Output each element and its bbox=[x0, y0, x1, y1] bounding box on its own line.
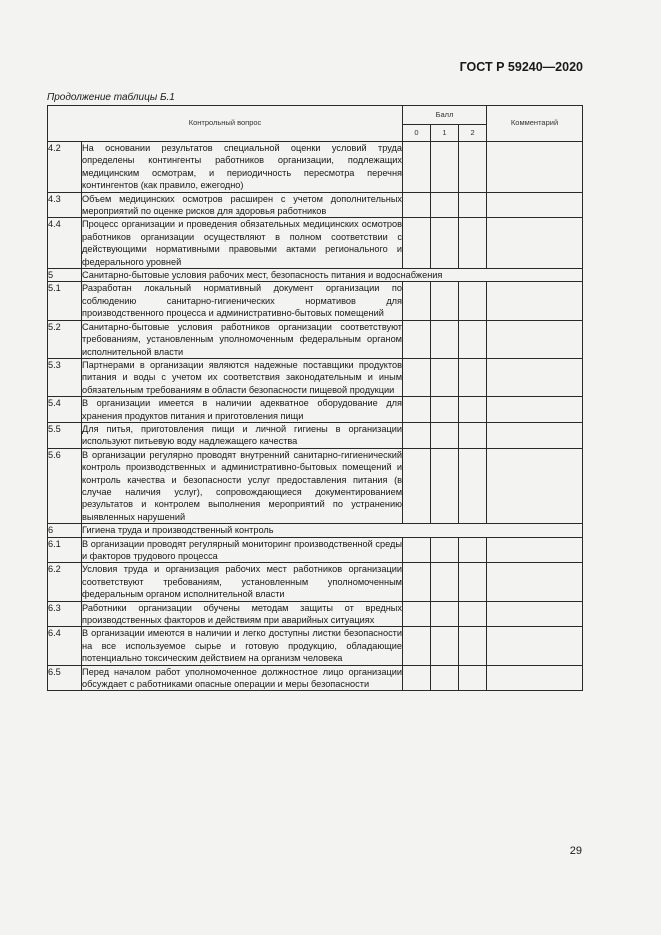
table-row bbox=[48, 627, 583, 665]
question-text: В организации регулярно проводят внутренний санитарно-гигиенический контроль производственных и административно-бытовых помещений и контроль качества и безопасности услуг предоставления питания (в случае наличия услуг), сопровождающиеся документированием результатов и контролем выполнения мероприятий по устранению выявленных нарушений bbox=[82, 449, 403, 522]
question-text: Для питья, приготовления пищи и личной гигиены в организации используют питьевую воду надлежащего качества bbox=[82, 423, 403, 447]
table-row bbox=[48, 422, 583, 448]
score-cell-0[interactable] bbox=[403, 563, 431, 601]
score-cell-2[interactable] bbox=[459, 563, 487, 601]
score-cell-1[interactable] bbox=[431, 422, 459, 448]
question-text: Санитарно-бытовые условия работников организации соответствуют требованиям, установленным уполномоченным федеральным органом исполнительной власти bbox=[82, 321, 403, 357]
score-cell-0[interactable] bbox=[403, 282, 431, 320]
comment-cell[interactable] bbox=[487, 537, 583, 563]
table-continuation-caption: Продолжение таблицы Б.1 bbox=[47, 92, 175, 103]
section-row bbox=[48, 524, 583, 537]
score-cell-1[interactable] bbox=[431, 665, 459, 691]
row-number: 6.1 bbox=[48, 537, 82, 563]
section-row bbox=[48, 269, 583, 282]
score-cell-1[interactable] bbox=[431, 218, 459, 269]
score-cell-0[interactable] bbox=[403, 448, 431, 523]
score-cell-1[interactable] bbox=[431, 627, 459, 665]
row-number: 6.2 bbox=[48, 563, 82, 601]
score-cell-2[interactable] bbox=[459, 601, 487, 627]
score-cell-2[interactable] bbox=[459, 397, 487, 423]
score-cell-2[interactable] bbox=[459, 192, 487, 218]
comment-cell[interactable] bbox=[487, 563, 583, 601]
score-header-1: 1 bbox=[431, 125, 459, 142]
score-cell-2[interactable] bbox=[459, 142, 487, 193]
score-cell-1[interactable] bbox=[431, 358, 459, 396]
comment-cell[interactable] bbox=[487, 627, 583, 665]
page-number: 29 bbox=[569, 845, 582, 857]
row-number: 4.2 bbox=[48, 142, 82, 193]
table-row bbox=[48, 665, 583, 691]
score-header-0: 0 bbox=[403, 125, 431, 142]
comment-cell[interactable] bbox=[487, 422, 583, 448]
score-cell-0[interactable] bbox=[403, 358, 431, 396]
score-cell-2[interactable] bbox=[459, 358, 487, 396]
question-text: В организации имеются в наличии и легко доступны листки безопасности на все используемое сырье и готовую продукцию, обладающие потенциально токсическим действием на организм человека bbox=[82, 628, 403, 664]
score-cell-1[interactable] bbox=[431, 142, 459, 193]
question-text: Условия труда и организация рабочих мест работников организации соответствуют требованиям, установленным уполномоченным федеральным органом исполнительной власти bbox=[82, 564, 403, 600]
section-title: Гигиена труда и производственный контроль bbox=[82, 524, 583, 537]
table-row bbox=[48, 537, 583, 563]
row-number: 4.4 bbox=[48, 218, 82, 269]
question-text: На основании результатов специальной оценки условий труда определены контингенты работников организации, подлежащих медицинским осмотрам, и периодичность пересмотра перечня контингентов (как правило, ежегодно) bbox=[82, 143, 403, 191]
comment-cell[interactable] bbox=[487, 665, 583, 691]
score-cell-2[interactable] bbox=[459, 627, 487, 665]
checklist-table bbox=[47, 105, 583, 691]
score-cell-2[interactable] bbox=[459, 448, 487, 523]
comment-cell[interactable] bbox=[487, 397, 583, 423]
score-cell-0[interactable] bbox=[403, 397, 431, 423]
score-cell-0[interactable] bbox=[403, 218, 431, 269]
score-cell-0[interactable] bbox=[403, 627, 431, 665]
score-cell-1[interactable] bbox=[431, 397, 459, 423]
row-number: 5.6 bbox=[48, 448, 82, 523]
table-row bbox=[48, 282, 583, 320]
row-number: 5.1 bbox=[48, 282, 82, 320]
table-row bbox=[48, 142, 583, 193]
question-text: Партнерами в организации являются надежные поставщики продуктов питания и воды с учетом их соответствия законодательным и иным обязательным требованиям в области безопасности пищевой продукции bbox=[82, 359, 403, 395]
score-cell-0[interactable] bbox=[403, 601, 431, 627]
row-number: 6.5 bbox=[48, 665, 82, 691]
comment-cell[interactable] bbox=[487, 320, 583, 358]
score-cell-1[interactable] bbox=[431, 537, 459, 563]
question-text: Процесс организации и проведения обязательных медицинских осмотров работников организации осуществляют в полном соответствии с действующими нормативными правовыми актами регионального и федерального уровней bbox=[82, 219, 403, 267]
score-cell-0[interactable] bbox=[403, 665, 431, 691]
column-header-question: Контрольный вопрос bbox=[48, 106, 403, 142]
score-cell-1[interactable] bbox=[431, 192, 459, 218]
table-row bbox=[48, 397, 583, 423]
row-number: 6.4 bbox=[48, 627, 82, 665]
table-row bbox=[48, 218, 583, 269]
question-text: Объем медицинских осмотров расширен с учетом дополнительных мероприятий по оценке рисков для здоровья работников bbox=[82, 193, 403, 217]
section-title: Санитарно-бытовые условия рабочих мест, безопасность питания и водоснабжения bbox=[82, 269, 583, 282]
score-cell-1[interactable] bbox=[431, 601, 459, 627]
score-cell-2[interactable] bbox=[459, 537, 487, 563]
column-header-score: Балл bbox=[403, 106, 487, 125]
document-code: ГОСТ Р 59240—2020 bbox=[459, 60, 583, 74]
comment-cell[interactable] bbox=[487, 218, 583, 269]
question-text: Разработан локальный нормативный документ организации по соблюдению санитарно-гигиенических нормативов для производственного процесса и административно-бытовых помещений bbox=[82, 283, 403, 319]
table-row bbox=[48, 601, 583, 627]
score-cell-2[interactable] bbox=[459, 218, 487, 269]
column-header-comment: Комментарий bbox=[487, 106, 583, 142]
row-number: 5.3 bbox=[48, 358, 82, 396]
row-number: 5.4 bbox=[48, 397, 82, 423]
comment-cell[interactable] bbox=[487, 192, 583, 218]
table-row bbox=[48, 192, 583, 218]
score-cell-1[interactable] bbox=[431, 563, 459, 601]
table-row bbox=[48, 448, 583, 523]
row-number: 6.3 bbox=[48, 601, 82, 627]
score-header-2: 2 bbox=[459, 125, 487, 142]
score-cell-2[interactable] bbox=[459, 320, 487, 358]
score-cell-2[interactable] bbox=[459, 422, 487, 448]
row-number: 6 bbox=[48, 524, 82, 537]
row-number: 5 bbox=[48, 269, 82, 282]
score-cell-0[interactable] bbox=[403, 320, 431, 358]
score-cell-0[interactable] bbox=[403, 422, 431, 448]
row-number: 4.3 bbox=[48, 192, 82, 218]
table-row bbox=[48, 358, 583, 396]
table-row bbox=[48, 320, 583, 358]
question-text: В организации имеется в наличии адекватное оборудование для хранения продуктов питания и приготовления пищи bbox=[82, 398, 403, 421]
score-cell-1[interactable] bbox=[431, 282, 459, 320]
score-cell-1[interactable] bbox=[431, 448, 459, 523]
score-cell-0[interactable] bbox=[403, 192, 431, 218]
question-text: Перед началом работ уполномоченное должностное лицо организации обсуждает с работниками опасные операции и меры безопасности bbox=[82, 666, 403, 690]
question-text: Работники организации обучены методам защиты от вредных производственных факторов и действиям при аварийных ситуациях bbox=[82, 602, 403, 626]
score-cell-0[interactable] bbox=[403, 142, 431, 193]
row-number: 5.5 bbox=[48, 422, 82, 448]
table-row bbox=[48, 563, 583, 601]
comment-cell[interactable] bbox=[487, 358, 583, 396]
row-number: 5.2 bbox=[48, 320, 82, 358]
comment-cell[interactable] bbox=[487, 142, 583, 193]
score-cell-1[interactable] bbox=[431, 320, 459, 358]
score-cell-2[interactable] bbox=[459, 282, 487, 320]
question-text: В организации проводят регулярный мониторинг производственной среды и факторов трудового процесса bbox=[82, 538, 403, 561]
comment-cell[interactable] bbox=[487, 448, 583, 523]
score-cell-2[interactable] bbox=[459, 665, 487, 691]
score-cell-0[interactable] bbox=[403, 537, 431, 563]
comment-cell[interactable] bbox=[487, 282, 583, 320]
comment-cell[interactable] bbox=[487, 601, 583, 627]
